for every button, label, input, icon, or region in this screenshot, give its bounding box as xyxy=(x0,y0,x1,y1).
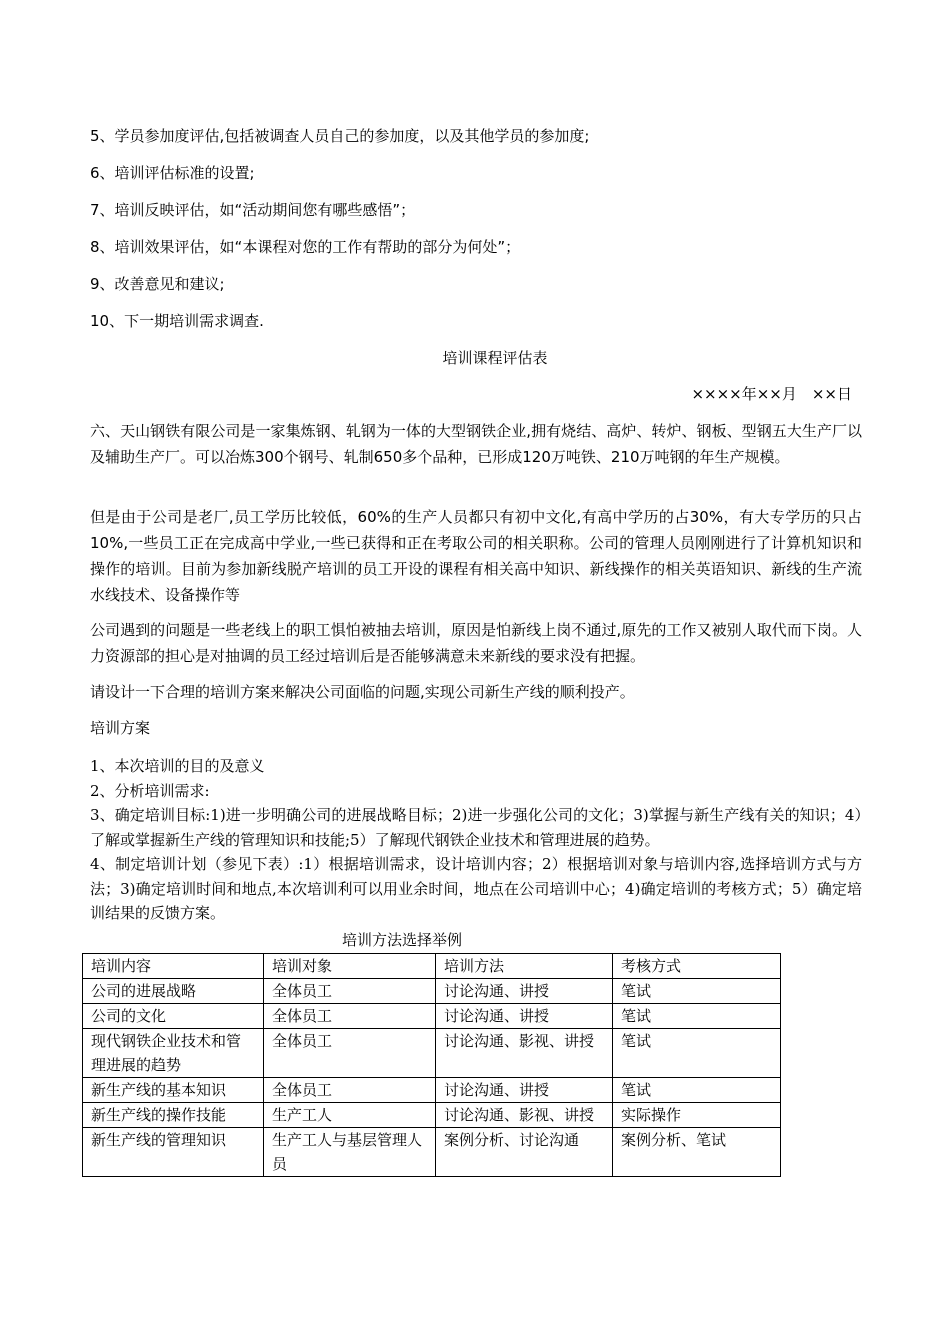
table-cell: 公司的进展战略 xyxy=(83,979,264,1004)
training-methods-table xyxy=(82,953,781,1177)
table-cell: 实际操作 xyxy=(613,1103,781,1128)
case-paragraph-3: 公司遇到的问题是一些老线上的职工惧怕被抽去培训，原因是怕新线上岗不通过,原先的工作又被别人取代而下岗。人力资源部的担心是对抽调的员工经过培训后是否能够满意未来新线的要求没有把握。 xyxy=(90,621,862,665)
table-cell: 案例分析、讨论沟通 xyxy=(436,1128,613,1177)
plan-title: 培训方案 xyxy=(90,719,151,737)
table-cell: 全体员工 xyxy=(264,979,436,1004)
table-cell: 全体员工 xyxy=(264,1078,436,1103)
table-cell: 讨论沟通、讲授 xyxy=(436,1078,613,1103)
header-assessment: 考核方式 xyxy=(613,954,781,979)
eval-form-title: 培训课程评估表 xyxy=(442,349,548,367)
table-cell: 讨论沟通、影视、讲授 xyxy=(436,1029,613,1078)
table-cell: 笔试 xyxy=(613,979,781,1004)
table-cell: 生产工人 xyxy=(264,1103,436,1128)
table-cell: 笔试 xyxy=(613,1078,781,1103)
table-row xyxy=(83,1128,781,1177)
case-paragraph-1: 六、天山钢铁有限公司是一家集炼钢、轧钢为一体的大型钢铁企业,拥有烧结、高炉、转炉、钢板、型钢五大生产厂以及辅助生产厂。可以冶炼300个钢号、轧制650多个品种，已形成120万吨铁、210万吨钢的年生产规模。 xyxy=(90,422,862,466)
table-cell: 笔试 xyxy=(613,1004,781,1029)
table-cell: 讨论沟通、讲授 xyxy=(436,1004,613,1029)
table-cell: 讨论沟通、讲授 xyxy=(436,979,613,1004)
table-row xyxy=(83,1078,781,1103)
table-cell: 新生产线的管理知识 xyxy=(83,1128,264,1177)
header-method: 培训方法 xyxy=(436,954,613,979)
header-content: 培训内容 xyxy=(83,954,264,979)
table-cell: 笔试 xyxy=(613,1029,781,1078)
table-row xyxy=(83,1029,781,1078)
case-paragraph-4: 请设计一下合理的培训方案来解决公司面临的问题,实现公司新生产线的顺利投产。 xyxy=(90,683,635,701)
table-row xyxy=(83,979,781,1004)
list-item-7: 7、培训反映评估，如“活动期间您有哪些感悟”； xyxy=(90,201,416,219)
date-line: ××××年××月 ××日 xyxy=(691,385,852,403)
table-cell: 全体员工 xyxy=(264,1004,436,1029)
table-cell: 讨论沟通、影视、讲授 xyxy=(436,1103,613,1128)
table-header-row xyxy=(83,954,781,979)
plan-body: 1、本次培训的目的及意义 2、分析培训需求: 3、确定培训目标:1)进一步明确公司的进展战略目标；2)进一步强化公司的文化；3)掌握与新生产线有关的知识；4）了解或掌握新生产线的管理知识和技能;5）了解现代钢铁企业技术和管理进展的趋势。 4、制定培训计划（参见下表）:1）根据培训需求，设计培训内容；2）根据培训对象与培训内容,选择培训方式与方法；3)确定培训时间和地点,本次培训利可以用业余时间，地点在公司培训中心；4)确定培训的考核方式；5）确定培训结果的反馈方案。 xyxy=(90,757,862,922)
table-row xyxy=(83,1103,781,1128)
table-caption: 培训方法选择举例 xyxy=(341,931,462,949)
table-cell: 公司的文化 xyxy=(83,1004,264,1029)
list-item-6: 6、培训评估标准的设置; xyxy=(90,164,255,182)
table-cell: 生产工人与基层管理人员 xyxy=(264,1128,436,1177)
list-item-9: 9、改善意见和建议; xyxy=(90,275,225,293)
table-cell: 全体员工 xyxy=(264,1029,436,1078)
table-cell: 新生产线的操作技能 xyxy=(83,1103,264,1128)
table-cell: 新生产线的基本知识 xyxy=(83,1078,264,1103)
table-cell: 案例分析、笔试 xyxy=(613,1128,781,1177)
table-cell: 现代钢铁企业技术和管理进展的趋势 xyxy=(83,1029,264,1078)
case-paragraph-2: 但是由于公司是老厂,员工学历比较低，60%的生产人员都只有初中文化,有高中学历的占30%，有大专学历的只占10%,一些员工正在完成高中学业,一些已获得和正在考取公司的相关职称。公司的管理人员刚刚进行了计算机知识和操作的培训。目前为参加新线脱产培训的员工开设的课程有相关高中知识、新线操作的相关英语知识、新线的生产流水线技术、设备操作等 xyxy=(90,508,862,604)
header-target: 培训对象 xyxy=(264,954,436,979)
list-item-5: 5、学员参加度评估,包括被调查人员自己的参加度，以及其他学员的参加度; xyxy=(90,127,590,145)
list-item-8: 8、培训效果评估，如“本课程对您的工作有帮助的部分为何处”； xyxy=(90,238,521,256)
list-item-10: 10、下一期培训需求调查. xyxy=(90,312,264,330)
table-row xyxy=(83,1004,781,1029)
